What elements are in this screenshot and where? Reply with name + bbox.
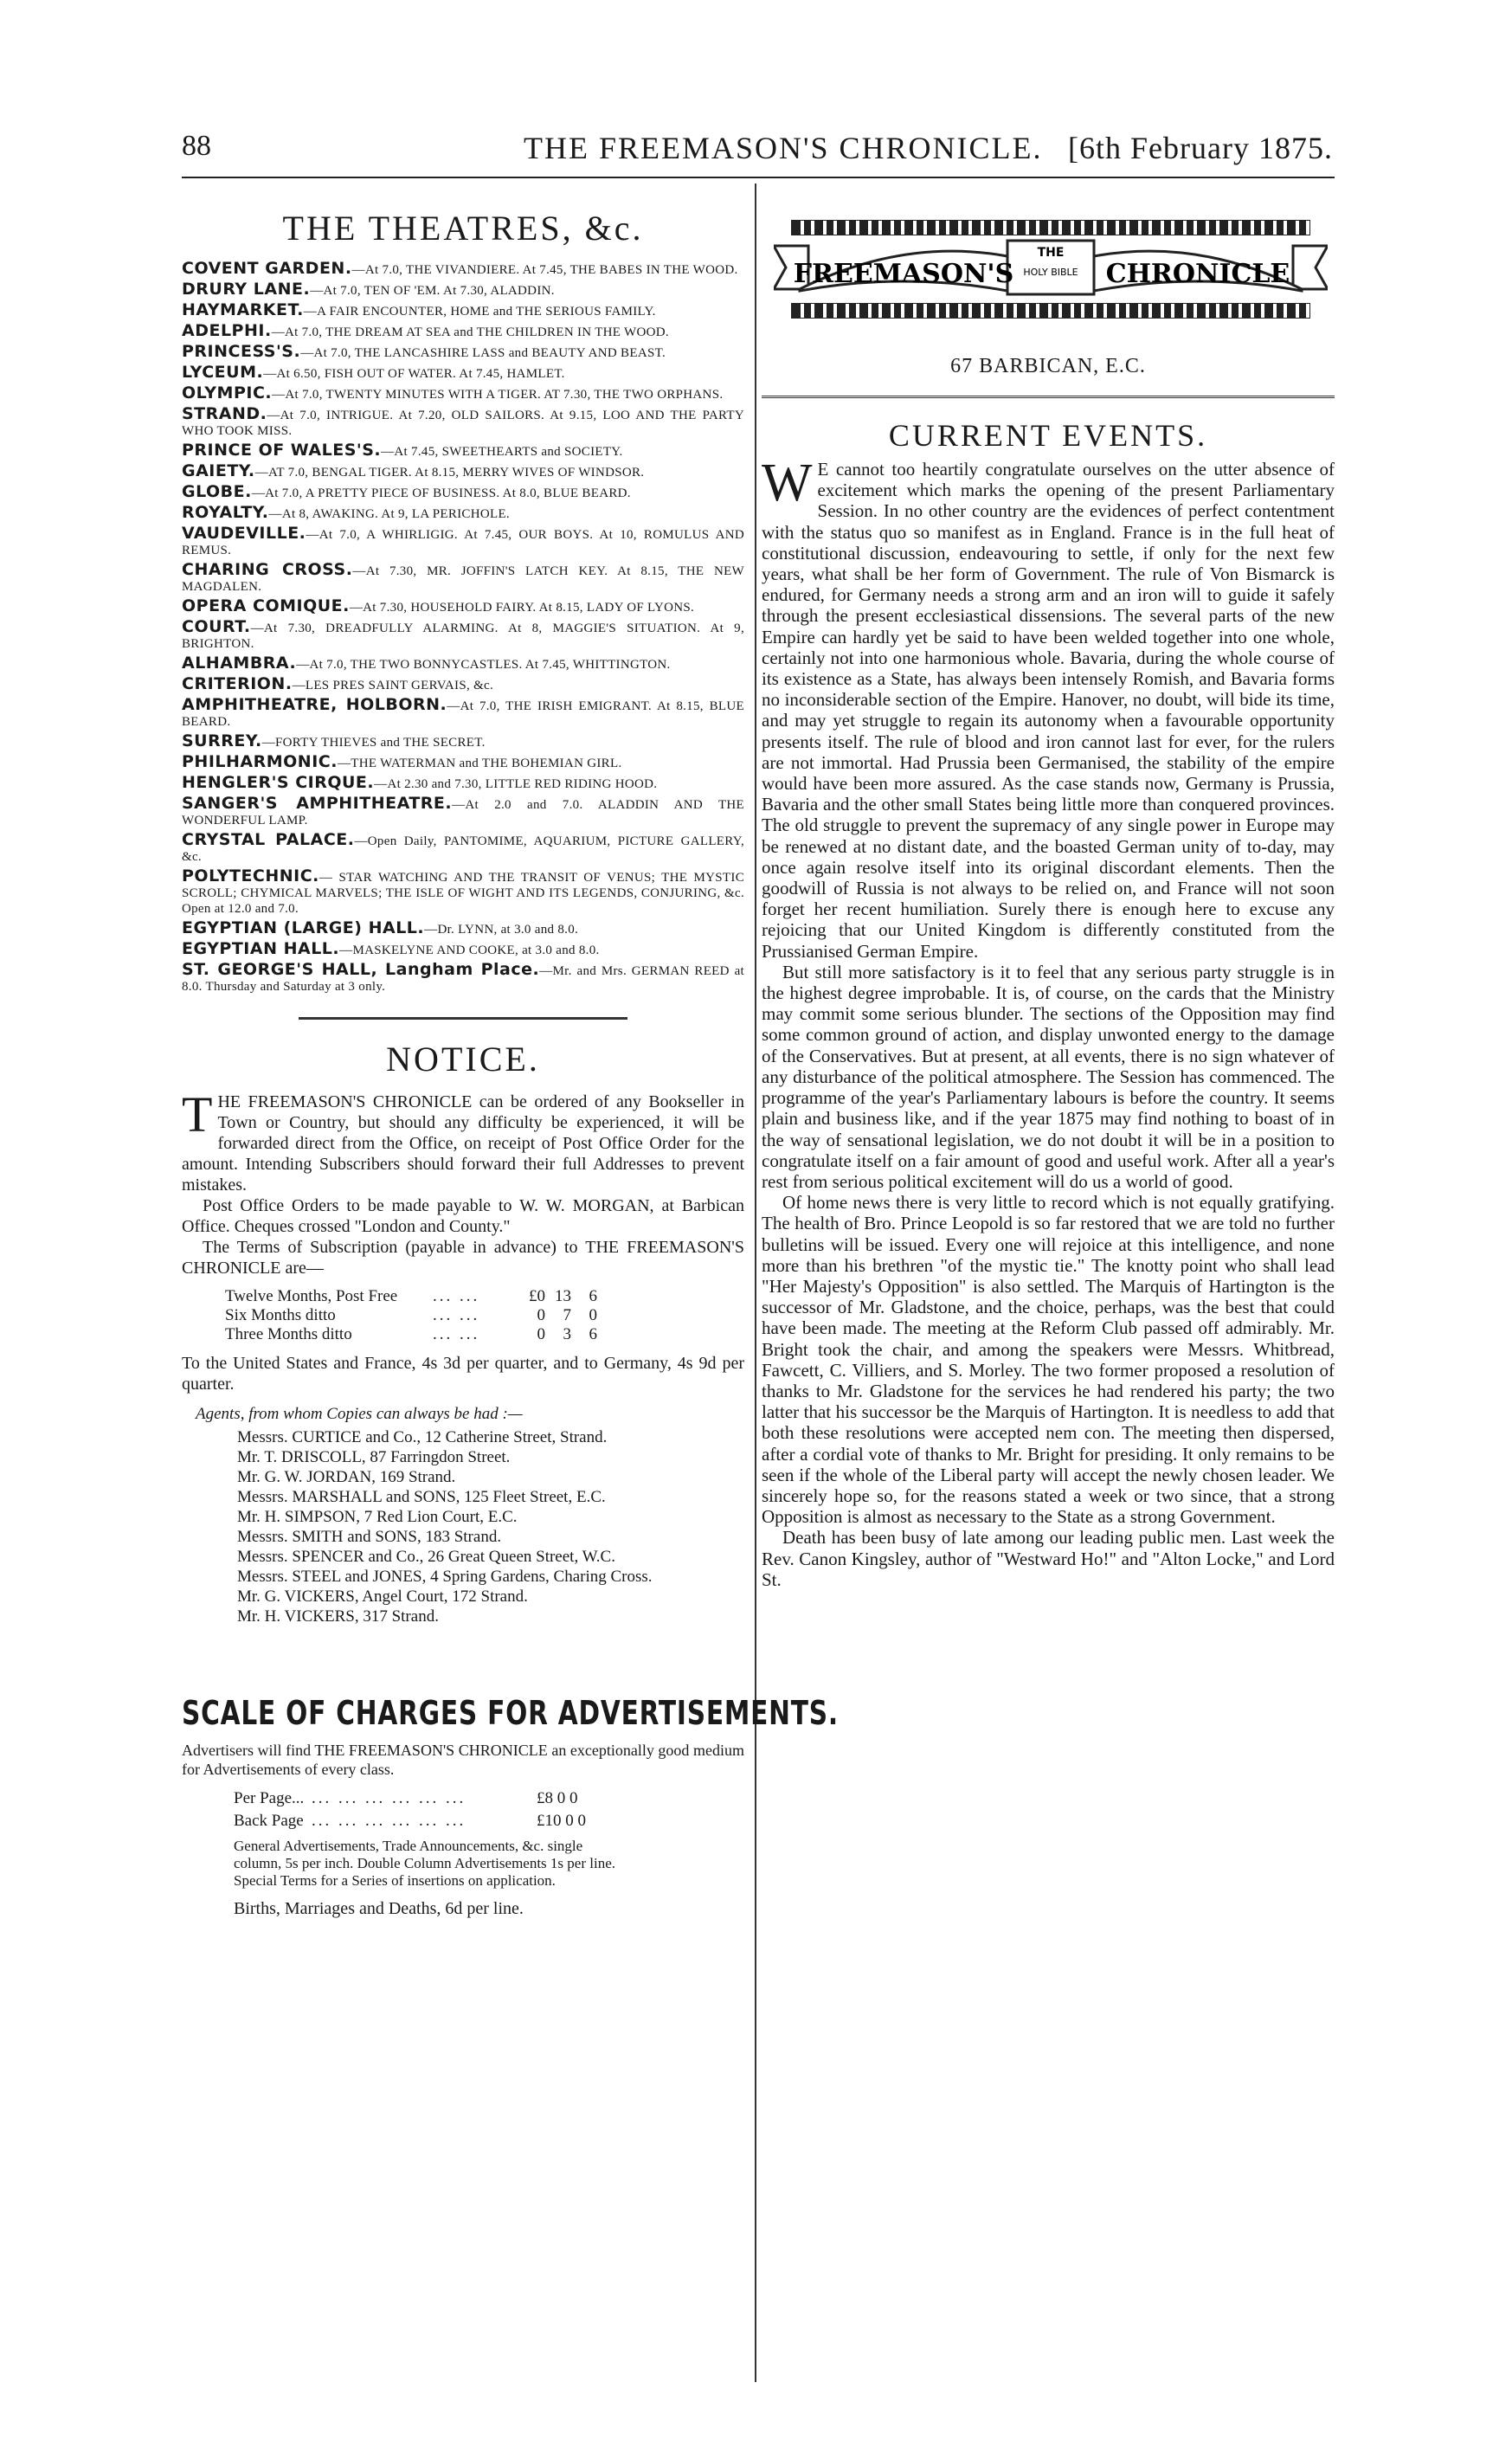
theatre-entry [182, 962, 744, 995]
theatre-name: CRYSTAL PALACE. [182, 830, 355, 849]
ad-rate-label: Back Page [234, 1812, 304, 1830]
column-rule [755, 184, 756, 2382]
theatre-program: —At 7.45, SWEETHEARTS and SOCIETY. [381, 445, 623, 459]
theatre-program: —A FAIR ENCOUNTER, HOME and THE SERIOUS FAMILY. [303, 305, 656, 319]
theatre-program: —At 7.0, INTRIGUE. At 7.20, OLD SAILORS. At 9.15, LOO AND THE PARTY WHO TOOK MISS. [182, 409, 744, 438]
theatre-program: —AT 7.0, BENGAL TIGER. At 8.15, MERRY WIVES OF WINDSOR. [254, 466, 645, 480]
masthead [774, 203, 1328, 332]
ad-rate-leader: ... ... ... ... ... ... [312, 1789, 466, 1807]
current-events-paragraph [762, 454, 1335, 962]
agent-entry: Mr. T. DRISCOLL, 87 Farringdon Street. [237, 1448, 511, 1466]
rate-label: Three Months ditto [225, 1325, 352, 1343]
notice-heading: NOTICE. [386, 1040, 540, 1079]
paragraph-text: E cannot too heartily congratulate ourselves on the utter absence of excitement which marks the opening of the present Parliamentary Session. In no other country are the evidences of perfect contentment with the status quo so manifest as in England. France is in the full heat of constitutional discussion, endeavouring to settle, if only for the next few years, what shall be her form of Government. The rule of Von Bismarck is endured, for Germany needs a strong arm and an iron will to guide it safely through the present ecclesiastical dissensions. The several parts of the new Empire can hardly yet be said to have been welded together into one whole, certainly not into one harmonious whole. Bavaria, during the whole course of its existence as a State, has always been intensely Romish, and Bavaria forms no inconsiderable section of the Empire. Hanover, no doubt, will bide its time, and may yet struggle to regain its autonomy when a favourable opportunity presents itself. The rule of blood and iron cannot last for ever, for the rulers are not immortal. Had Prussia been Germanised, the stability of the empire would have been more assured. As the case stands now, Germany is Prussia, Bavaria and the other small States being little more than conquered provinces. The old struggle to prevent the supremacy of any single power in Europe may be renewed at no distant date, and the boasted German unity of to-day, may once again resolve itself into its original discordant elements. Then the goodwill of Russia is not always to be relied on, and France will not soon forget her recent humiliation. Surely there is enough here to excuse any rejoicing that our United Kingdom is differently constituted from the Prussianised German Empire. [762, 459, 1335, 962]
header-rule [182, 177, 1335, 178]
theatre-entry [182, 733, 744, 750]
subscription-rate-row [225, 1287, 675, 1306]
current-events-paragraph [762, 1192, 1335, 1527]
theatre-list [182, 261, 744, 995]
notice-paragraph: The Terms of Subscription (payable in advance) to THE FREEMASON'S CHRONICLE are— [182, 1238, 744, 1278]
theatre-program: —At 7.0, THE TWO BONNYCASTLES. At 7.45, WHITTINGTON. [296, 658, 671, 672]
rate-leader: ... ... [433, 1287, 480, 1305]
advertisement-note: General Advertisements, Trade Announcements, &c. single column, 5s per inch. Double Column Advertisements 1s per line. Special Terms for a Series of insertions on application. [234, 1838, 615, 1889]
rate-pence: 6 [589, 1325, 597, 1343]
current-events-paragraph [762, 1527, 1335, 1590]
theatre-name: ALHAMBRA. [182, 654, 297, 673]
right-column [762, 192, 1335, 1590]
running-head [182, 130, 1333, 173]
masthead-border-bottom [791, 303, 1310, 319]
theatre-program: —MASKELYNE AND COOKE, at 3.0 and 8.0. [339, 943, 600, 957]
theatre-name: CHARING CROSS. [182, 560, 353, 579]
subscription-rate-row [225, 1306, 675, 1325]
theatre-program: —At 7.30, MR. JOFFIN'S LATCH KEY. At 8.15, THE NEW MAGDALEN. [182, 564, 744, 594]
agent-list [182, 1427, 744, 1626]
theatre-entry [182, 655, 744, 673]
masthead-bible: HOLY BIBLE [1023, 267, 1078, 278]
theatre-name: STRAND. [182, 404, 267, 423]
rate-shillings: 13 [555, 1287, 571, 1305]
theatre-name: AMPHITHEATRE, HOLBORN. [182, 695, 447, 714]
theatre-program: —At 7.30, HOUSEHOLD FAIRY. At 8.15, LADY OF LYONS. [349, 601, 695, 615]
theatre-program: —LES PRES SAINT GERVAIS, &c. [292, 679, 494, 692]
theatre-name: GLOBE. [182, 482, 252, 501]
theatre-program: —At 7.0, TEN OF 'EM. At 7.30, ALADDIN. [310, 284, 555, 298]
theatre-entry [182, 619, 744, 652]
masthead-rule [762, 396, 1335, 398]
theatre-name: COVENT GARDEN. [182, 259, 352, 278]
masthead-border-top [791, 220, 1310, 235]
theatre-name: PRINCESS'S. [182, 342, 301, 361]
rate-pounds: 0 [537, 1306, 545, 1324]
notice-paragraph: To the United States and France, 4s 3d per quarter, and to Germany, 4s 9d per quarter. [182, 1354, 744, 1394]
advertisement-rates [182, 1787, 744, 1832]
theatre-entry [182, 261, 744, 278]
rate-label: Six Months ditto [225, 1306, 336, 1324]
theatre-program: —THE WATERMAN and THE BOHEMIAN GIRL. [337, 757, 622, 770]
theatre-name: PRINCE OF WALES'S. [182, 441, 382, 460]
theatre-name: HENGLER'S CIRQUE. [182, 773, 375, 792]
ad-rate-value: £8 0 0 [537, 1789, 578, 1807]
current-events-body [762, 454, 1335, 1590]
theatre-program: — STAR WATCHING AND THE TRANSIT OF VENUS; THE MYSTIC SCROLL; CHYMICAL MARVELS; THE ISLE OF WIGHT AND ITS LEGENDS, CONJURING, &c. Open at 12.0 and 7.0. [182, 871, 744, 916]
theatre-entry [182, 832, 744, 865]
theatre-name: EGYPTIAN (LARGE) HALL. [182, 918, 425, 937]
theatre-entry [182, 323, 744, 340]
theatre-program: —At 2.0 and 7.0. ALADDIN AND THE WONDERFUL LAMP. [182, 798, 744, 828]
theatre-entry [182, 406, 744, 439]
theatre-entry [182, 920, 744, 937]
theatre-entry [182, 364, 744, 382]
theatre-entry [182, 795, 744, 828]
rate-pounds: 0 [537, 1325, 545, 1343]
agent-entry: Messrs. SMITH and SONS, 183 Strand. [237, 1528, 502, 1546]
advertisements-intro: Advertisers will find THE FREEMASON'S CHRONICLE an exceptionally good medium for Advertisements of every class. [182, 1742, 744, 1778]
theatre-entry [182, 442, 744, 460]
theatre-program: —At 7.0, A PRETTY PIECE OF BUSINESS. At 8.0, BLUE BEARD. [251, 486, 631, 500]
rate-pounds: £0 [529, 1287, 545, 1305]
banner-tail-right [1293, 246, 1328, 289]
drop-cap: T [182, 1086, 213, 1143]
notice-paragraph: THE FREEMASON'S CHRONICLE can be ordered of any Bookseller in Town or Country, but should any difficulty be experienced, it will be forwarded direct from the Office, on receipt of Post Office Order for the amount. Intending Subscribers should forward their full Addresses to prevent mistakes. [182, 1086, 744, 1195]
publication-title: THE FREEMASON'S CHRONICLE. [524, 131, 1043, 165]
rate-pence: 0 [589, 1306, 597, 1324]
drop-cap: W [762, 454, 813, 512]
theatre-entry [182, 562, 744, 595]
theatre-entry [182, 484, 744, 501]
theatre-entry [182, 302, 744, 319]
agent-entry: Messrs. MARSHALL and SONS, 125 Fleet Street, E.C. [237, 1488, 606, 1506]
masthead-banner [774, 237, 1328, 298]
theatre-name: DRURY LANE. [182, 280, 311, 299]
current-events-heading: CURRENT EVENTS. [888, 418, 1208, 453]
theatre-program: —Dr. LYNN, at 3.0 and 8.0. [424, 923, 579, 937]
theatre-name: LYCEUM. [182, 363, 264, 382]
rate-amount [519, 1325, 658, 1344]
rate-label: Twelve Months, Post Free [225, 1287, 398, 1305]
left-column [182, 208, 839, 1919]
agent-entry: Mr. H. VICKERS, 317 Strand. [237, 1607, 439, 1626]
rate-leader: ... ... [433, 1325, 480, 1343]
theatre-entry [182, 754, 744, 771]
theatre-program: —At 2.30 and 7.30, LITTLE RED RIDING HOOD. [374, 777, 658, 791]
theatre-program: —At 7.0, THE LANCASHIRE LASS and BEAUTY AND BEAST. [300, 346, 666, 360]
rate-pence: 6 [589, 1287, 597, 1305]
theatre-entry [182, 697, 744, 730]
theatre-entry [182, 598, 744, 615]
theatre-entry [182, 525, 744, 558]
rate-shillings: 3 [563, 1325, 571, 1343]
theatre-program: —At 7.0, A WHIRLIGIG. At 7.45, OUR BOYS. At 10, ROMULUS AND REMUS. [182, 528, 744, 557]
theatre-entry [182, 676, 744, 693]
subscription-rates [225, 1287, 744, 1344]
theatre-program: —Mr. and Mrs. GERMAN REED at 8.0. Thursday and Saturday at 3 only. [182, 964, 744, 994]
theatre-program: —At 6.50, FISH OUT OF WATER. At 7.45, HAMLET. [263, 367, 565, 381]
theatre-name: EGYPTIAN HALL. [182, 939, 340, 958]
theatre-program: —At 7.0, THE IRISH EMIGRANT. At 8.15, BLUE BEARD. [182, 699, 744, 729]
agent-entry: Messrs. SPENCER and Co., 26 Great Queen Street, W.C. [237, 1548, 615, 1566]
theatre-program: —At 7.0, TWENTY MINUTES WITH A TIGER. AT 7.30, THE TWO ORPHANS. [272, 388, 724, 402]
theatre-entry [182, 941, 744, 958]
theatre-program: —At 7.0, THE VIVANDIERE. At 7.45, THE BABES IN THE WOOD. [351, 263, 738, 277]
rate-shillings: 7 [563, 1306, 571, 1324]
issue-date: [6th February 1875. [1068, 131, 1333, 165]
theatres-heading: THE THEATRES, &c. [282, 209, 644, 248]
theatre-name: OLYMPIC. [182, 383, 273, 402]
agents-heading: Agents, from whom Copies can always be had :— [196, 1405, 523, 1423]
masthead-the: THE [1037, 246, 1065, 260]
theatre-name: HAYMARKET. [182, 300, 304, 319]
ad-rate-label: Per Page... [234, 1789, 305, 1807]
masthead-right-word: CHRONICLE [1105, 259, 1290, 289]
rate-amount [519, 1306, 658, 1325]
theatre-entry [182, 385, 744, 402]
theatre-name: SURREY. [182, 731, 262, 750]
theatre-program: —At 7.0, THE DREAM AT SEA and THE CHILDREN IN THE WOOD. [271, 325, 669, 339]
theatre-name: ADELPHI. [182, 321, 272, 340]
theatre-program: —FORTY THIEVES and THE SECRET. [261, 736, 486, 750]
section-divider [299, 1017, 627, 1020]
theatre-name: PHILHARMONIC. [182, 752, 338, 771]
page-number: 88 [182, 130, 211, 162]
theatre-name: VAUDEVILLE. [182, 524, 306, 543]
theatre-entry [182, 775, 744, 792]
agent-entry: Mr. H. SIMPSON, 7 Red Lion Court, E.C. [237, 1508, 518, 1526]
births-notice: Births, Marriages and Deaths, 6d per line. [234, 1899, 524, 1918]
theatre-entry [182, 463, 744, 480]
office-address: 67 BARBICAN, E.C. [950, 355, 1146, 377]
theatre-name: CRITERION. [182, 674, 293, 693]
theatre-program: —At 8, AWAKING. At 9, LA PERICHOLE. [268, 507, 510, 521]
paragraph-text: Of home news there is very little to record which is not equally gratifying. The health of Bro. Prince Leopold is so far restored that we are told no further bulletins will be issued. Every one will rejoice at this intelligence, and none more than his brethren "of the mystic tie." The knotty point who shall lead "Her Majesty's Opposition" is also settled. The Marquis of Hartington is the successor of Mr. Gladstone, and the choice, perhaps, was the best that could have been made. The meeting at the Reform Club passed off admirably. Mr. Bright took the chair, and among the speakers were Messrs. Whitbread, Fawcett, C. Villiers, and S. Morley. The two former proposed a resolution of thanks to Mr. Gladstone for the services he had rendered his party; the two latter that his successor be the Marquis of Hartington. It is needless to add that both these resolutions were accepted nem con. The meeting then dispersed, after a cordial vote of thanks to Mr. Bright for presiding. It only remains to be seen if the whole of the Liberal party will accept the newly chosen leader. We sincerely hope so, for the reasons stated a week or two since, that a strong Opposition is almost as necessary to the State as a strong Government. [762, 1192, 1335, 1528]
theatre-entry [182, 505, 744, 522]
agent-entry: Messrs. CURTICE and Co., 12 Catherine Street, Strand. [237, 1428, 608, 1446]
theatre-name: GAIETY. [182, 461, 255, 480]
theatre-name: ST. GEORGE'S HALL, Langham Place. [182, 960, 540, 979]
advertisements-heading: SCALE OF CHARGES FOR ADVERTISEMENTS. [182, 1694, 839, 1732]
subscription-rate-row [225, 1325, 675, 1344]
theatre-name: COURT. [182, 617, 251, 636]
agent-entry: Mr. G. W. JORDAN, 169 Strand. [237, 1468, 456, 1486]
theatre-name: OPERA COMIQUE. [182, 596, 350, 615]
rate-leader: ... ... [433, 1306, 480, 1324]
current-events-paragraph [762, 962, 1335, 1192]
theatre-program: —At 7.30, DREADFULLY ALARMING. At 8, MAGGIE'S SITUATION. At 9, BRIGHTON. [182, 621, 744, 651]
theatre-entry [182, 344, 744, 361]
theatre-entry [182, 281, 744, 299]
paragraph-text: But still more satisfactory is it to feel that any serious party struggle is in the highest degree improbable. It is, of course, on the cards that the Ministry may commit some serious blunder. The sections of the Opposition may find some common ground of action, and display unwonted energy to the damage of the Conservatives. But at present, at all events, there is no sign whatever of any disturbance of the political atmosphere. The Session has commenced. The programme of the year's Parliamentary labours is before the country. It seems plain and business like, and if the year 1875 may find nothing to boast of in the way of sensational legislation, we do not doubt it will be in a position to congratulate itself on a fair amount of good and useful work. After all a year's rest from serious political excitement will do us a world of good. [762, 961, 1335, 1192]
theatre-name: SANGER'S AMPHITHEATRE. [182, 794, 453, 813]
theatre-name: ROYALTY. [182, 503, 269, 522]
paragraph-text: Death has been busy of late among our leading public men. Last week the Rev. Canon Kingsley, author of "Westward Ho!" and "Alton Locke," and Lord St. [762, 1527, 1335, 1590]
agent-entry: Mr. G. VICKERS, Angel Court, 172 Strand. [237, 1587, 528, 1606]
theatre-entry [182, 868, 744, 917]
notice-paragraph: Post Office Orders to be made payable to W. W. MORGAN, at Barbican Office. Cheques crossed "London and County." [182, 1196, 744, 1236]
agent-entry: Messrs. STEEL and JONES, 4 Spring Gardens, Charing Cross. [237, 1568, 653, 1586]
rate-amount [519, 1287, 658, 1306]
masthead-left-word: FREEMASON'S [793, 259, 1014, 289]
ad-rate-leader: ... ... ... ... ... ... [312, 1812, 466, 1830]
advertisement-rate-row [234, 1810, 718, 1832]
ad-rate-value: £10 0 0 [537, 1812, 586, 1830]
theatre-name: POLYTECHNIC. [182, 866, 319, 885]
theatre-program: —Open Daily, PANTOMIME, AQUARIUM, PICTURE GALLERY, &c. [182, 834, 744, 864]
advertisement-rate-row [234, 1787, 718, 1810]
